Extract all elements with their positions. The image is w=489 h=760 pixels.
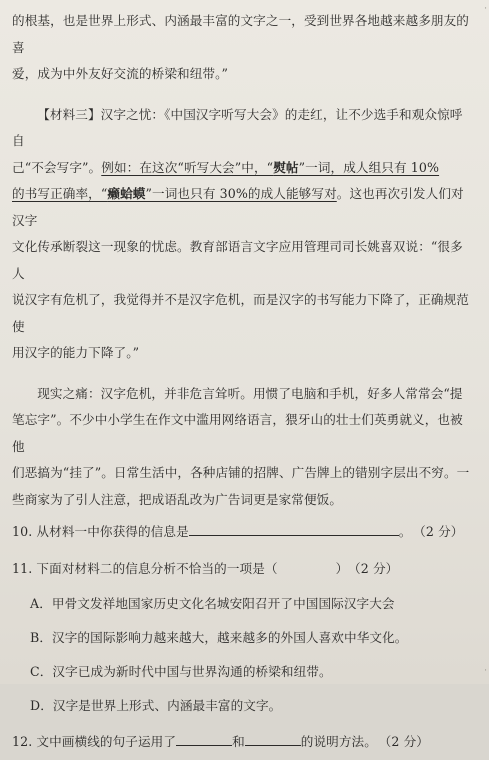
text-line: 笔忘字”。不少中小学生在作文中滥用网络语言，猥牙山的壮士们英勇就义，也被他 bbox=[12, 412, 463, 454]
paragraph-continued bbox=[12, 8, 474, 88]
text-fragment: 例如：在这次“听写大会”中，“ bbox=[101, 159, 274, 175]
underlined-sentence-part bbox=[101, 160, 439, 175]
option-c: C．汉字已成为新时代中国与世界沟通的桥梁和纽带。 bbox=[30, 664, 332, 679]
option-d: D．汉字是世界上形式、内涵最丰富的文字。 bbox=[30, 698, 282, 713]
text-line: 爱，成为中外友好交流的桥梁和纽带。” bbox=[12, 66, 229, 81]
spacer bbox=[12, 367, 474, 381]
question-11 bbox=[12, 550, 474, 587]
question-10-text: 10. 从材料一中你获得的信息是 bbox=[12, 524, 189, 539]
bold-word: 熨帖 bbox=[273, 159, 299, 175]
text-line: 文化传承断裂这一现象的忧虑。教育部语言文字应用管理司司长姚喜双说：“很多人 bbox=[12, 239, 463, 281]
question-12-text: 12. 文中画横线的句子运用了 bbox=[12, 734, 177, 749]
text-line: 现实之痛：汉字危机，并非危言耸听。用惯了电脑和手机，好多人常常会“提 bbox=[37, 385, 463, 401]
question-11-close: ） bbox=[335, 561, 349, 576]
score-label: （2 分） bbox=[419, 524, 464, 539]
text-fragment: 己“不会写字”。 bbox=[12, 159, 102, 175]
option-a: A．甲骨文发祥地国家历史文化名城安阳召开了中国国际汉字大会 bbox=[30, 596, 395, 611]
text-fragment: ”一词，成人组只有 10% bbox=[298, 159, 440, 175]
underlined-sentence-part bbox=[12, 186, 337, 201]
question-12-mid: 和 bbox=[232, 734, 245, 749]
material-three-lead: 【材料三】汉字之忧：《中国汉字听写大会》的走红，让不少选手和观众惊呼自 bbox=[12, 106, 463, 148]
text-line: 说汉字有危机了，我觉得并不是汉字危机，而是汉字的书写能力下降了，正确规范使 bbox=[12, 292, 469, 334]
answer-blank-q12-second[interactable] bbox=[245, 729, 301, 746]
edge-mark: · bbox=[484, 4, 487, 14]
text-line: 的根基，也是世界上形式、内涵最丰富的文字之一，受到世界各地越来越多朋友的喜 bbox=[12, 13, 469, 55]
material-three-paragraph bbox=[12, 102, 474, 367]
question-10-end: 。 bbox=[398, 524, 412, 539]
question-12 bbox=[12, 723, 474, 760]
question-11-text: 11. 下面对材料二的信息分析不恰当的一项是（ bbox=[12, 561, 278, 576]
answer-blank-q12-first[interactable] bbox=[176, 729, 232, 746]
score-label: （2 分） bbox=[384, 734, 429, 749]
text-line: 些商家为了引人注意，把成语乱改为广告词更是家常便饭。 bbox=[12, 491, 343, 507]
text-line: 用汉字的能力下降了。” bbox=[12, 345, 140, 360]
text-line: 们恶搞为“挂了”。日常生活中，各种店铺的招牌、广告牌上的错别字层出不穷。一 bbox=[12, 465, 470, 480]
option-b: B．汉字的国际影响力越来越大，越来越多的外国人喜欢中华文化。 bbox=[30, 630, 408, 645]
text-fragment: 的书写正确率，“ bbox=[12, 186, 108, 201]
answer-blank-q10[interactable] bbox=[189, 519, 399, 536]
text-fragment: ”一词也只有 30%的成人能够写对 bbox=[145, 186, 337, 201]
question-12-tail: 的说明方法。 bbox=[300, 734, 377, 749]
reality-paragraph bbox=[12, 381, 474, 514]
text-fragment: 。这也再次引发人们对汉字 bbox=[12, 186, 464, 228]
edge-mark: · bbox=[484, 666, 487, 676]
score-label: （2 分） bbox=[354, 561, 399, 576]
document-body bbox=[12, 8, 474, 760]
question-10 bbox=[12, 513, 474, 550]
bold-word: 癞蛤蟆 bbox=[107, 186, 146, 201]
spacer bbox=[12, 88, 474, 102]
